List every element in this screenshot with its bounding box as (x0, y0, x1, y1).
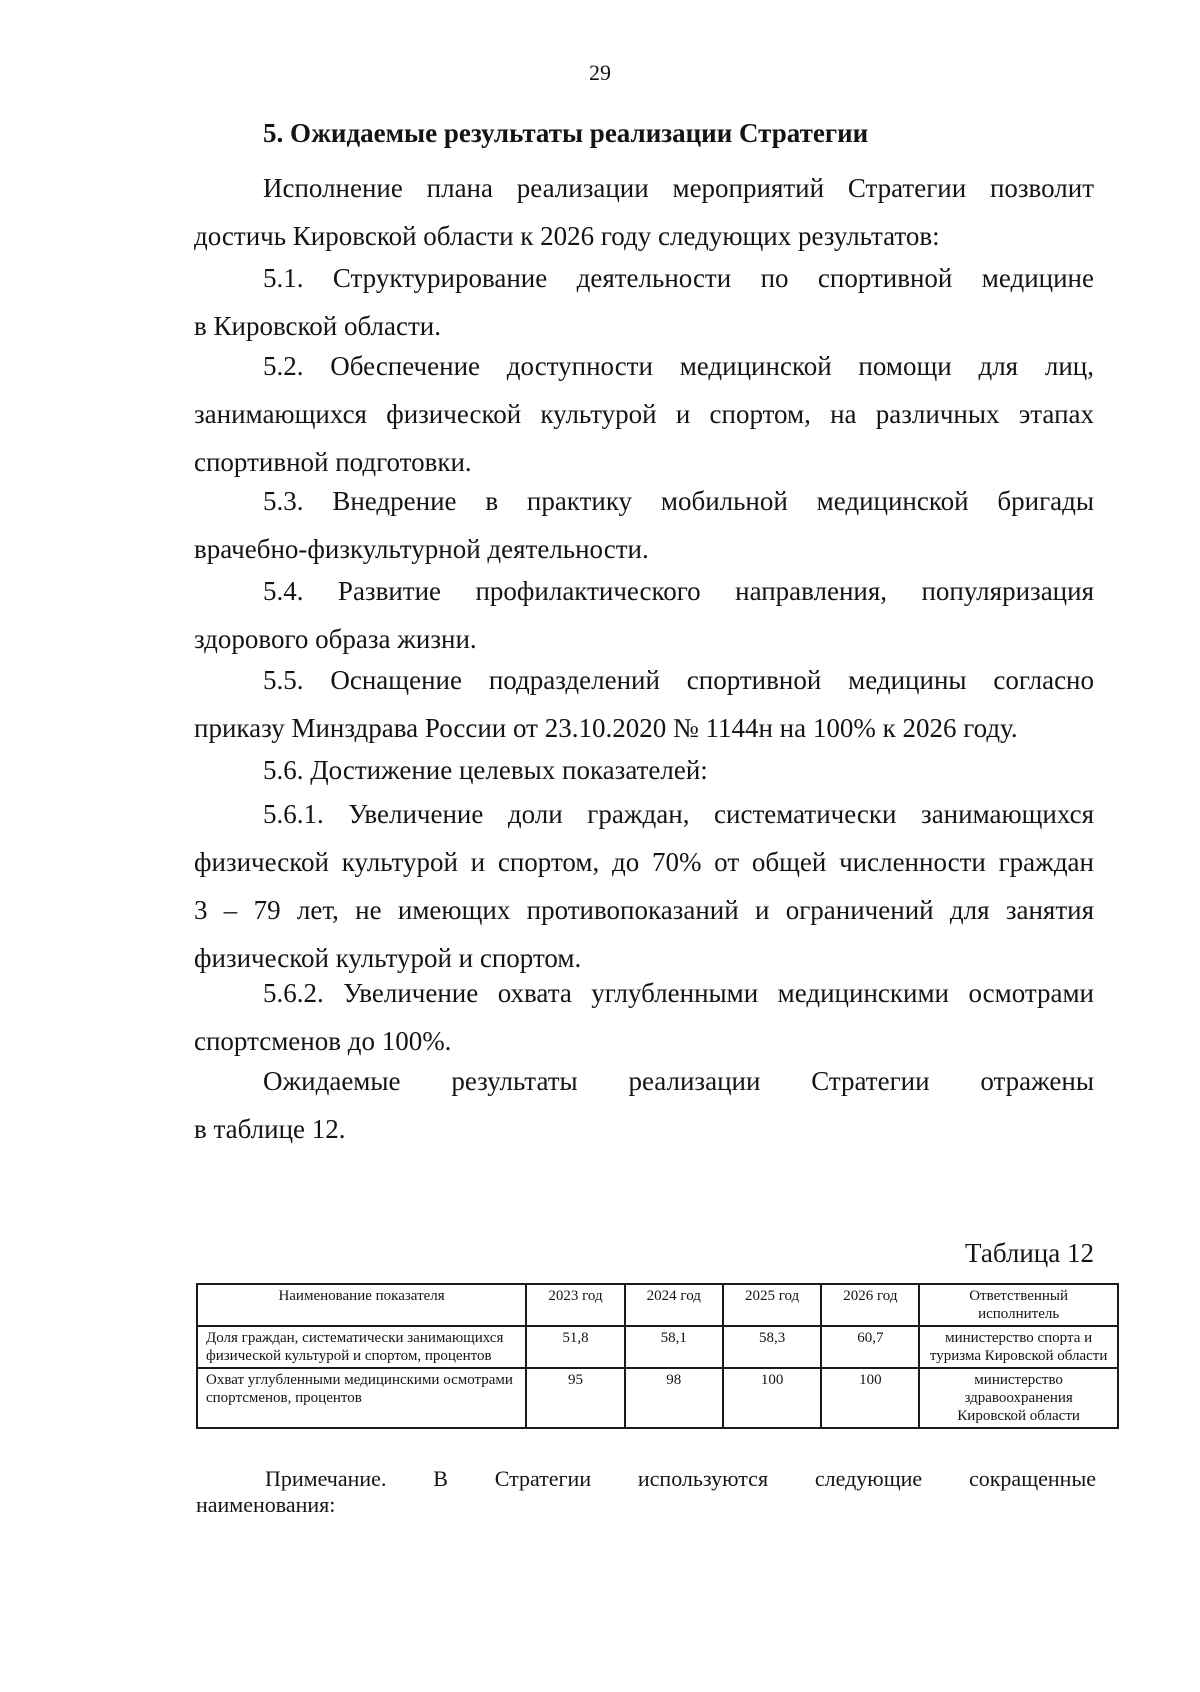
header-year-2026: 2026 год (821, 1284, 919, 1326)
paragraph-line: 5.1. Структурирование деятельности по спортивной медицине (263, 263, 1094, 293)
paragraph-line: 5.6.2. Увеличение охвата углубленными медицинскими осмотрами (263, 978, 1094, 1008)
paragraph-line: 5.5. Оснащение подразделений спортивной медицины согласно (263, 665, 1094, 695)
cell-responsible: министерство спорта и туризма Кировской области (919, 1326, 1118, 1368)
paragraph-line: спортивной подготовки. (194, 447, 472, 477)
note-line: наименования: (196, 1492, 336, 1517)
paragraph-line: занимающихся физической культурой и спортом, на различных этапах (194, 399, 1094, 429)
table-row (197, 1326, 1118, 1368)
paragraph-5-5 (194, 656, 1094, 752)
table-header-row (197, 1284, 1118, 1326)
header-indicator-name: Наименование показателя (197, 1284, 526, 1326)
paragraph-line: физической культурой и спортом, до 70% от общей численности граждан (194, 847, 1094, 877)
header-year-2024: 2024 год (625, 1284, 723, 1326)
paragraph-line: 5.3. Внедрение в практику мобильной медицинской бригады (263, 486, 1094, 516)
section-heading: 5. Ожидаемые результаты реализации Стратегии (263, 118, 869, 148)
cell-value-2025: 100 (723, 1368, 822, 1428)
paragraph-5-6-2 (194, 969, 1094, 1065)
note-paragraph (196, 1466, 1096, 1518)
paragraph-line: спортсменов до 100%. (194, 1026, 452, 1056)
cell-value-2025: 58,3 (723, 1326, 822, 1368)
note-line: Примечание. В Стратегии используются следующие сокращенные (265, 1466, 1096, 1491)
paragraph-line: достичь Кировской области к 2026 году следующих результатов: (194, 221, 940, 251)
cell-responsible: министерство здравоохранения Кировской области (919, 1368, 1118, 1428)
paragraph-outro (194, 1057, 1094, 1153)
cell-value-2026: 60,7 (821, 1326, 919, 1368)
cell-value-2024: 98 (625, 1368, 723, 1428)
cell-value-2023: 51,8 (526, 1326, 625, 1368)
paragraph-line: физической культурой и спортом. (194, 943, 582, 973)
paragraph-line: в таблице 12. (194, 1114, 346, 1144)
header-year-2025: 2025 год (723, 1284, 822, 1326)
cell-value-2024: 58,1 (625, 1326, 723, 1368)
paragraph-5-6 (194, 746, 1094, 794)
paragraph-line: 5.4. Развитие профилактического направления, популяризация (263, 576, 1094, 606)
header-responsible: Ответственный исполнитель (919, 1284, 1118, 1326)
paragraph-line: Исполнение плана реализации мероприятий Стратегии позволит (263, 173, 1094, 203)
paragraph-line: в Кировской области. (194, 311, 441, 341)
header-year-2023: 2023 год (526, 1284, 625, 1326)
results-table (196, 1283, 1119, 1429)
paragraph-intro (194, 164, 1094, 260)
paragraph-line: приказу Минздрава России от 23.10.2020 № 1144н на 100% к 2026 году. (194, 713, 1018, 743)
paragraph-5-2 (194, 342, 1094, 486)
cell-indicator-name: Доля граждан, систематически занимающихся физической культурой и спортом, процентов (197, 1326, 526, 1368)
paragraph-line: 5.6.1. Увеличение доли граждан, систематически занимающихся (263, 799, 1094, 829)
paragraph-line: 5.6. Достижение целевых показателей: (263, 755, 708, 785)
paragraph-line: врачебно-физкультурной деятельности. (194, 534, 649, 564)
paragraph-5-3 (194, 477, 1094, 573)
cell-value-2023: 95 (526, 1368, 625, 1428)
table-caption: Таблица 12 (965, 1238, 1094, 1268)
page-number: 29 (589, 60, 611, 85)
paragraph-line: здорового образа жизни. (194, 624, 477, 654)
cell-value-2026: 100 (821, 1368, 919, 1428)
paragraph-line: Ожидаемые результаты реализации Стратегии отражены (263, 1066, 1094, 1096)
paragraph-line: 3 – 79 лет, не имеющих противопоказаний и ограничений для занятия (194, 895, 1094, 925)
table-row (197, 1368, 1118, 1428)
cell-indicator-name: Охват углубленными медицинскими осмотрами спортсменов, процентов (197, 1368, 526, 1428)
paragraph-5-6-1 (194, 790, 1094, 982)
paragraph-5-4 (194, 567, 1094, 663)
paragraph-5-1 (194, 254, 1094, 350)
paragraph-line: 5.2. Обеспечение доступности медицинской помощи для лиц, (263, 351, 1094, 381)
